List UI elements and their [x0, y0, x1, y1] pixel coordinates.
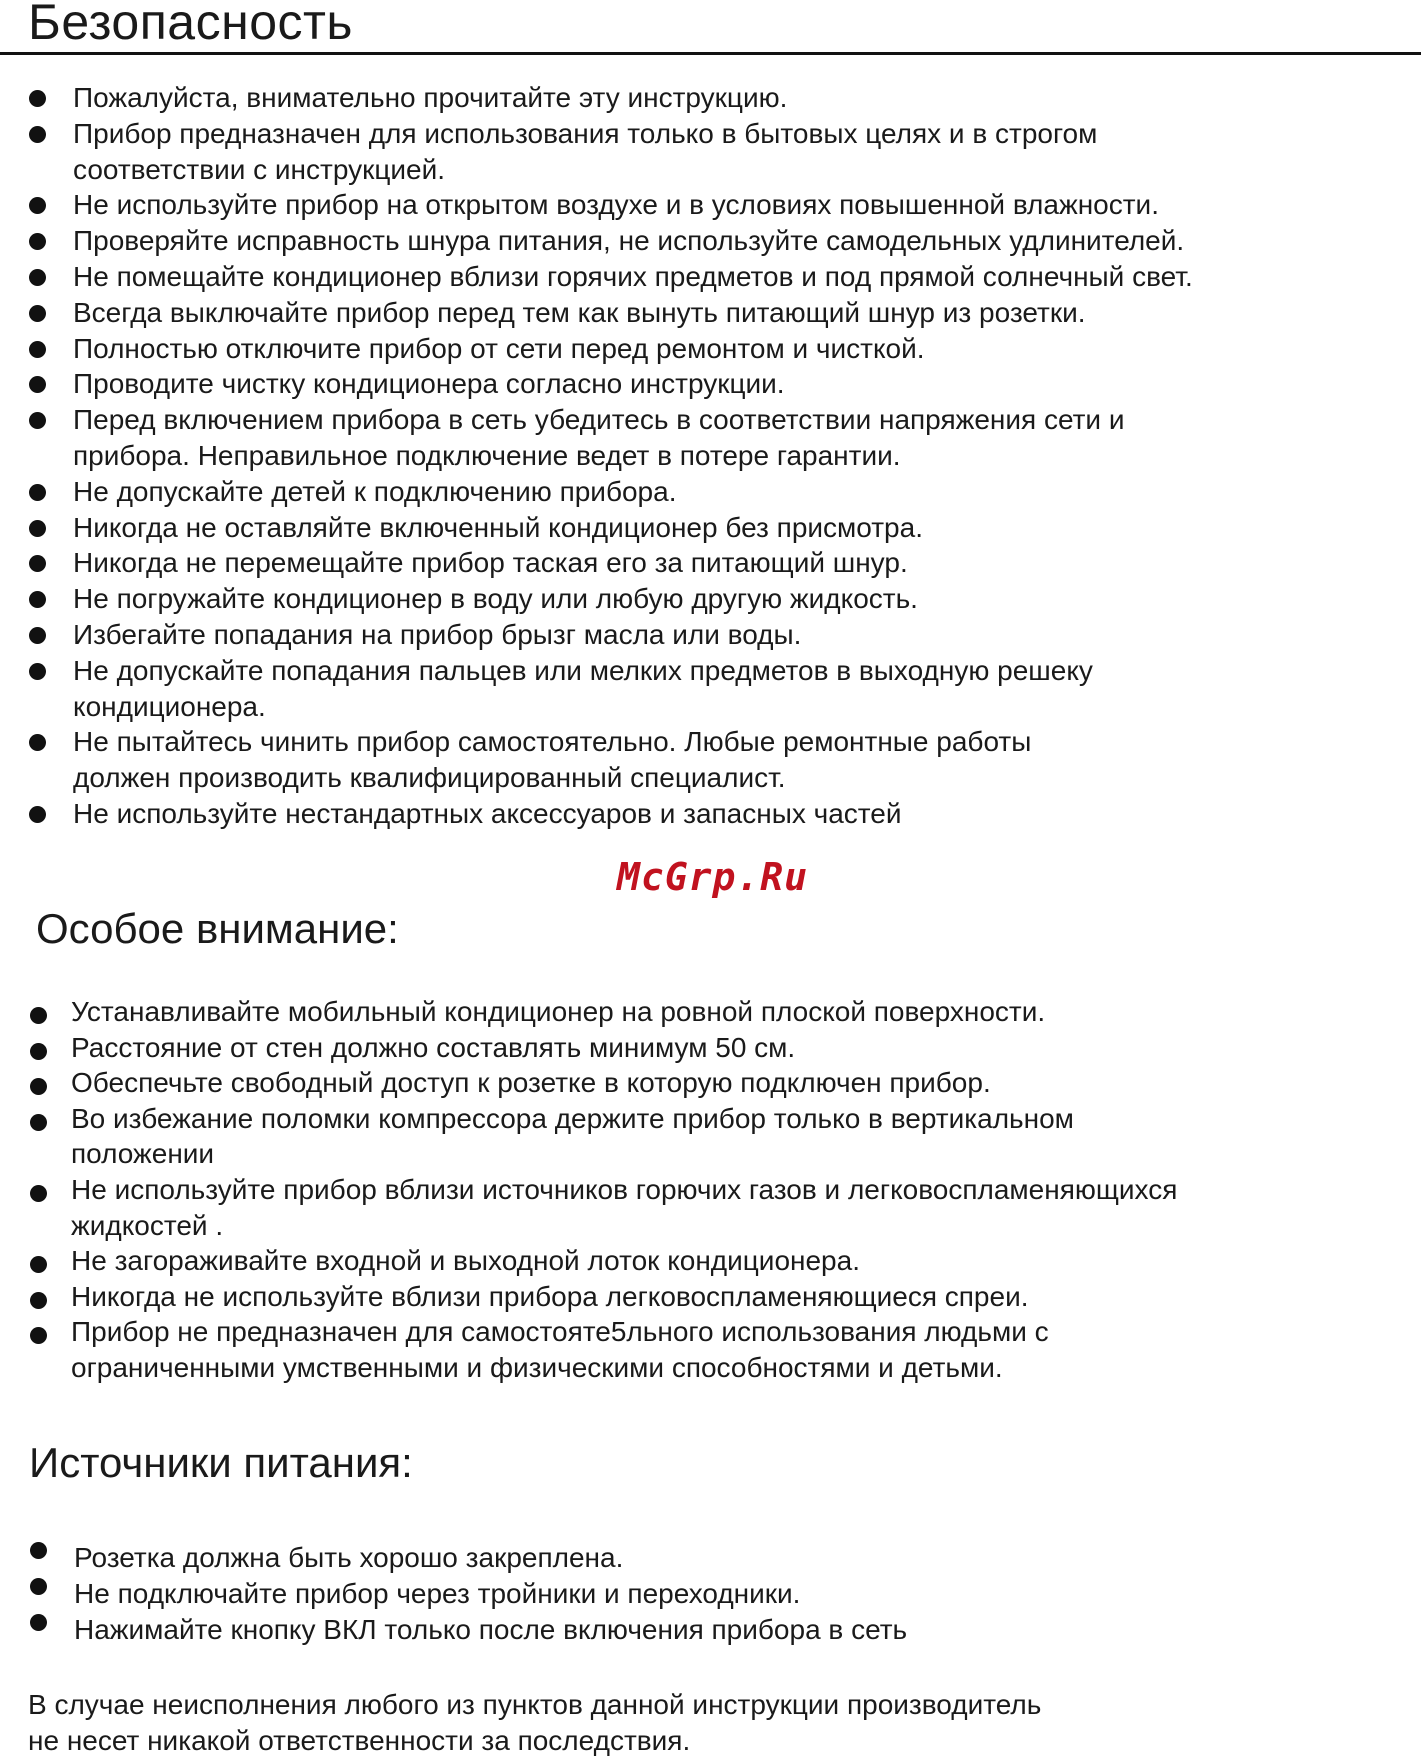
list-item-text: Розетка должна быть хорошо закреплена. [74, 1542, 624, 1573]
bullet-icon [29, 269, 46, 286]
title-divider [0, 52, 1421, 55]
list-item [0, 331, 1421, 367]
list-item [0, 116, 1421, 188]
watermark: McGrp.Ru [617, 855, 809, 899]
list-item-text: Проводите чистку кондиционера согласно инструкции. [73, 368, 785, 400]
list-item [0, 1540, 1421, 1576]
list-item-text: Не допускайте детей к подключению прибора. [73, 475, 677, 507]
list-item-text: Не помещайте кондиционер вблизи горячих предметов и под прямой солнечный свет. [73, 260, 1193, 292]
list-item-text: Всегда выключайте прибор перед тем как вынуть питающий шнур из розетки. [73, 296, 1086, 328]
list-item [0, 1612, 1421, 1648]
list-item-text: Обеспечьте свободный доступ к розетке в которую подключен прибор. [71, 1067, 991, 1099]
list-item [0, 1065, 1421, 1101]
bullet-icon [30, 1578, 47, 1595]
power-sources-list [0, 1540, 1421, 1648]
disclaimer-line: В случае неисполнения любого из пунктов данной инструкции производитель [28, 1689, 1042, 1720]
list-item-text: Не допускайте попадания пальцев или мелких предметов в выходную решеку [73, 654, 1093, 686]
bullet-icon [30, 1292, 47, 1309]
bullet-icon [30, 1185, 47, 1202]
list-item-text: кондиционера. [73, 690, 266, 722]
bullet-icon [30, 1114, 47, 1131]
list-item-text: Не погружайте кондиционер в воду или любую другую жидкость. [73, 583, 918, 615]
list-item [0, 545, 1421, 581]
list-item-text: Полностью отключите прибор от сети перед ремонтом и чисткой. [73, 332, 925, 364]
bullet-icon [29, 233, 46, 250]
list-item [0, 1172, 1421, 1243]
list-item [0, 1030, 1421, 1066]
list-item-text: Прибор не предназначен для самостояте5льного использования людьми с [71, 1316, 1049, 1348]
list-item-text: Никогда не перемещайте прибор таская его за питающий шнур. [73, 547, 908, 579]
list-item-text: Никогда не оставляйте включенный кондиционер без присмотра. [73, 511, 923, 543]
bullet-icon [29, 484, 46, 501]
bullet-icon [29, 555, 46, 572]
list-item-text: Не используйте прибор на открытом воздухе и в условиях повышенной влажности. [73, 189, 1159, 221]
list-item [0, 366, 1421, 402]
list-item-text: Устанавливайте мобильный кондиционер на ровной плоской поверхности. [71, 996, 1046, 1027]
list-item [0, 223, 1421, 259]
list-item [0, 295, 1421, 331]
list-item-text: Проверяйте исправность шнура питания, не используйте самодельных удлинителей. [73, 225, 1185, 257]
list-item [0, 80, 1421, 116]
bullet-icon [29, 806, 46, 823]
list-item-text: должен производить квалифицированный специалист. [73, 762, 786, 794]
bullet-icon [30, 1043, 47, 1060]
list-item-text: положении [71, 1138, 215, 1170]
bullet-icon [29, 627, 46, 644]
list-item [0, 510, 1421, 546]
bullet-icon [30, 1614, 47, 1631]
list-item-text: соответствии с инструкцией. [73, 153, 446, 185]
list-item [0, 259, 1421, 295]
list-item [0, 653, 1421, 725]
disclaimer [28, 1687, 1328, 1758]
list-item [0, 617, 1421, 653]
list-item [0, 1314, 1421, 1385]
list-item-text: жидкостей . [71, 1209, 224, 1241]
list-item-text: Никогда не используйте вблизи прибора легковоспламеняющиеся спреи. [71, 1280, 1029, 1312]
list-item-text: Пожалуйста, внимательно прочитайте эту инструкцию. [73, 82, 788, 113]
bullet-icon [29, 520, 46, 537]
list-item-text: Не подключайте прибор через тройники и переходники. [74, 1578, 801, 1609]
list-item-text: Не пытайтесь чинить прибор самостоятельно. Любые ремонтные работы [73, 726, 1032, 758]
list-item-text: Не используйте нестандартных аксессуаров и запасных частей [73, 797, 902, 829]
bullet-icon [29, 90, 46, 107]
bullet-icon [29, 197, 46, 214]
bullet-icon [29, 663, 46, 680]
special-attention-list [0, 994, 1421, 1386]
list-item-text: ограниченными умственными и физическими способностями и детьми. [71, 1351, 1003, 1383]
bullet-icon [29, 376, 46, 393]
list-item [0, 1576, 1421, 1612]
list-item-text: прибора. Неправильное подключение ведет в потере гарантии. [73, 439, 901, 471]
bullet-icon [29, 734, 46, 751]
bullet-icon [30, 1256, 47, 1273]
page-title: Безопасность [28, 0, 353, 50]
list-item-text: Не используйте прибор вблизи источников горючих газов и легковоспламеняющихся [71, 1173, 1178, 1205]
disclaimer-line: не несет никакой ответственности за последствия. [28, 1724, 691, 1756]
list-item [0, 796, 1421, 832]
list-item-text: Прибор предназначен для использования только в бытовых целях и в строгом [73, 117, 1098, 149]
bullet-icon [30, 1542, 47, 1559]
list-item [0, 724, 1421, 796]
power-sources-heading: Источники питания: [29, 1439, 413, 1486]
bullet-icon [30, 1078, 47, 1095]
special-attention-heading: Особое внимание: [36, 905, 399, 952]
bullet-icon [29, 341, 46, 358]
list-item [0, 187, 1421, 223]
list-item-text: Расстояние от стен должно составлять минимум 50 см. [71, 1031, 796, 1063]
list-item-text: Во избежание поломки компрессора держите прибор только в вертикальном [71, 1102, 1074, 1134]
bullet-icon [30, 1007, 47, 1024]
bullet-icon [29, 591, 46, 608]
bullet-icon [29, 412, 46, 429]
bullet-icon [30, 1327, 47, 1344]
list-item [0, 1101, 1421, 1172]
list-item-text: Избегайте попадания на прибор брызг масла или воды. [73, 618, 802, 650]
list-item [0, 474, 1421, 510]
safety-list [0, 80, 1421, 832]
list-item-text: Нажимайте кнопку ВКЛ только после включения прибора в сеть [74, 1614, 908, 1645]
list-item-text: Не загораживайте входной и выходной лоток кондиционера. [71, 1245, 860, 1277]
list-item [0, 581, 1421, 617]
list-item [0, 1243, 1421, 1279]
list-item-text: Перед включением прибора в сеть убедитесь в соответствии напряжения сети и [73, 404, 1125, 436]
bullet-icon [29, 305, 46, 322]
list-item [0, 1279, 1421, 1315]
bullet-icon [29, 126, 46, 143]
list-item [0, 994, 1421, 1030]
list-item [0, 402, 1421, 474]
